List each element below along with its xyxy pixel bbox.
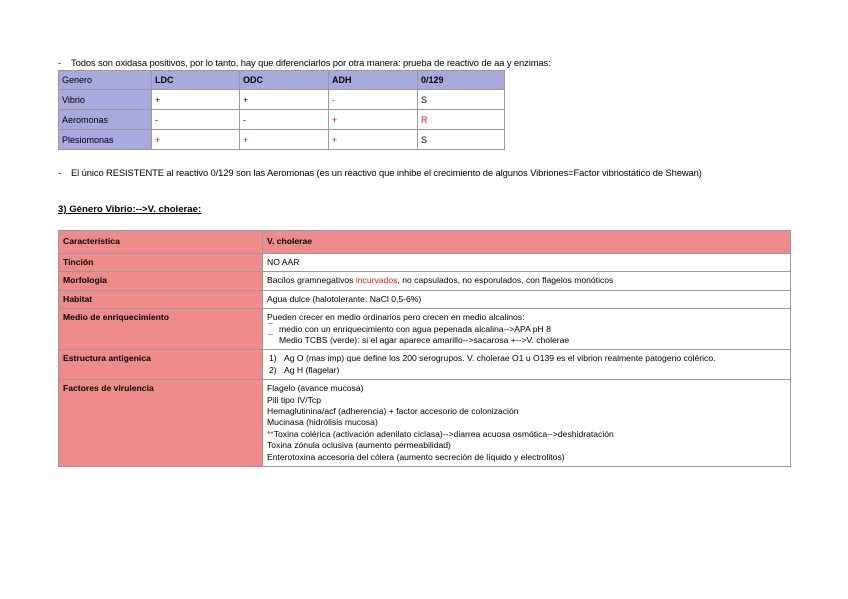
value-medio <box>263 309 791 350</box>
odc-cell: - <box>240 110 329 130</box>
adh-cell: - <box>329 90 418 110</box>
header-cell-odc: ODC <box>240 71 329 90</box>
factor-line: Toxina zónula oclusiva (aumento permeabilidad) <box>267 440 451 451</box>
section-heading-vibrio: 3) Género Vibrio:-->V. cholerae: <box>58 204 202 215</box>
list-item <box>267 335 786 346</box>
o129-cell: R <box>418 110 505 130</box>
bullet-marker: ¯ <box>268 321 273 332</box>
ldc-cell: + <box>152 90 240 110</box>
factor-line-toxina <box>267 429 786 440</box>
morfologia-post: , no capsulados, no esporulados, con flagelos monóticos <box>397 275 614 286</box>
note-resistente-text: El único RESISTENTE al reactivo 0/129 son las Aeromonas (es un reactivo que inhibe el crecimiento de algunos Vibriones=Factor vibriostático de Shewan) <box>71 167 702 178</box>
table-row <box>59 110 505 130</box>
table-row <box>59 272 791 290</box>
value-tincion: NO AAR <box>263 254 791 272</box>
label-tincion: Tinción <box>59 254 263 272</box>
header-cell-caracteristica: Característica <box>59 231 263 254</box>
vibrio-characteristics-table <box>58 230 791 467</box>
table-row <box>59 130 505 150</box>
table-row <box>59 90 505 110</box>
factor-line: Flagelo (avance mucosa) <box>267 383 364 394</box>
table-row <box>59 309 791 350</box>
list-item <box>267 353 786 364</box>
header-cell-0129: 0/129 <box>418 71 505 90</box>
factor-line: Hemaglutinina/acf (adherencia) + factor accesorio de colonización <box>267 406 519 417</box>
factor-line: Enterotoxina accesoria del cólera (aumento secreción de líquido y electrolitos) <box>267 451 565 462</box>
table-header-row <box>59 231 791 254</box>
list-item-text: Ag H (flagelar) <box>284 364 340 375</box>
header-cell-v-cholerae: V. cholerae <box>263 231 791 254</box>
genus-test-table <box>58 70 505 150</box>
value-factores <box>263 380 791 467</box>
header-cell-ldc: LDC <box>152 71 240 90</box>
morfologia-red: incurvados <box>355 275 398 286</box>
table-row <box>59 254 791 272</box>
table-row <box>59 350 791 380</box>
list-item <box>267 365 786 376</box>
value-morfologia <box>263 272 791 290</box>
list-item-text: Ag O (mas imp) que define los 200 serogrupos. V. cholerae O1 u O139 es el vibrion realmente patogeno colérico. <box>284 353 716 364</box>
list-number: 1) <box>269 353 277 364</box>
bullet-dash: - <box>58 167 62 178</box>
medio-intro: Pueden crecer en medio ordinarios pero crecen en medio alcalinos: <box>267 312 525 323</box>
ldc-cell: - <box>152 110 240 130</box>
factor-line: Pili tipo IV/Tcp <box>267 394 321 405</box>
list-item-text: Medio TCBS (verde): si el agar aparece amarillo-->sacarosa +-->V. cholerae <box>279 335 570 346</box>
label-factores: Factores de virulencia <box>59 380 263 467</box>
ldc-cell: + <box>152 130 240 150</box>
genus-cell: Aeromonas <box>59 110 152 130</box>
list-number: 2) <box>269 364 277 375</box>
adh-cell: + <box>329 130 418 150</box>
factor-line-text: Toxina colérica (activación adenilato ciclasa)-->diarrea acuosa osmótica-->deshidratación <box>273 428 614 439</box>
label-morfologia: Morfología <box>59 272 263 290</box>
value-habitat: Agua dulce (halotolerante: NaCl 0,5-6%) <box>263 290 791 308</box>
odc-cell: + <box>240 130 329 150</box>
table-row <box>59 380 791 467</box>
list-item <box>267 321 786 335</box>
adh-cell: + <box>329 110 418 130</box>
genus-cell: Vibrio <box>59 90 152 110</box>
o129-cell: S <box>418 130 505 150</box>
factor-line: Mucinasa (hidrólisis mucosa) <box>267 417 378 428</box>
genus-cell: Plesiomonas <box>59 130 152 150</box>
morfologia-pre: Bacilos gramnegativos <box>267 275 356 286</box>
value-estructura <box>263 350 791 380</box>
header-cell-adh: ADH <box>329 71 418 90</box>
medio-list <box>267 321 786 347</box>
label-habitat: Habitat <box>59 290 263 308</box>
odc-cell: + <box>240 90 329 110</box>
list-item-text: medio con un enriquecimiento con agua pepenada alcalina-->APA pH 8 <box>279 323 551 334</box>
bullet-marker: ¯ <box>268 333 273 344</box>
table-row <box>59 290 791 308</box>
header-cell-genero: Genero <box>59 71 152 90</box>
star-marker: ** <box>267 428 274 439</box>
note-oxidasa-text: Todos son oxidasa positivos, por lo tanto, hay que diferenciarlos por otra manera: prueba de reactivo de aa y enzimas: <box>71 57 551 68</box>
bullet-dash: - <box>58 57 62 68</box>
estructura-list <box>267 353 786 376</box>
label-estructura: Estructura antigenica <box>59 350 263 380</box>
label-medio: Medio de enriquecimiento <box>59 309 263 350</box>
table-header-row <box>59 71 505 90</box>
o129-cell: S <box>418 90 505 110</box>
